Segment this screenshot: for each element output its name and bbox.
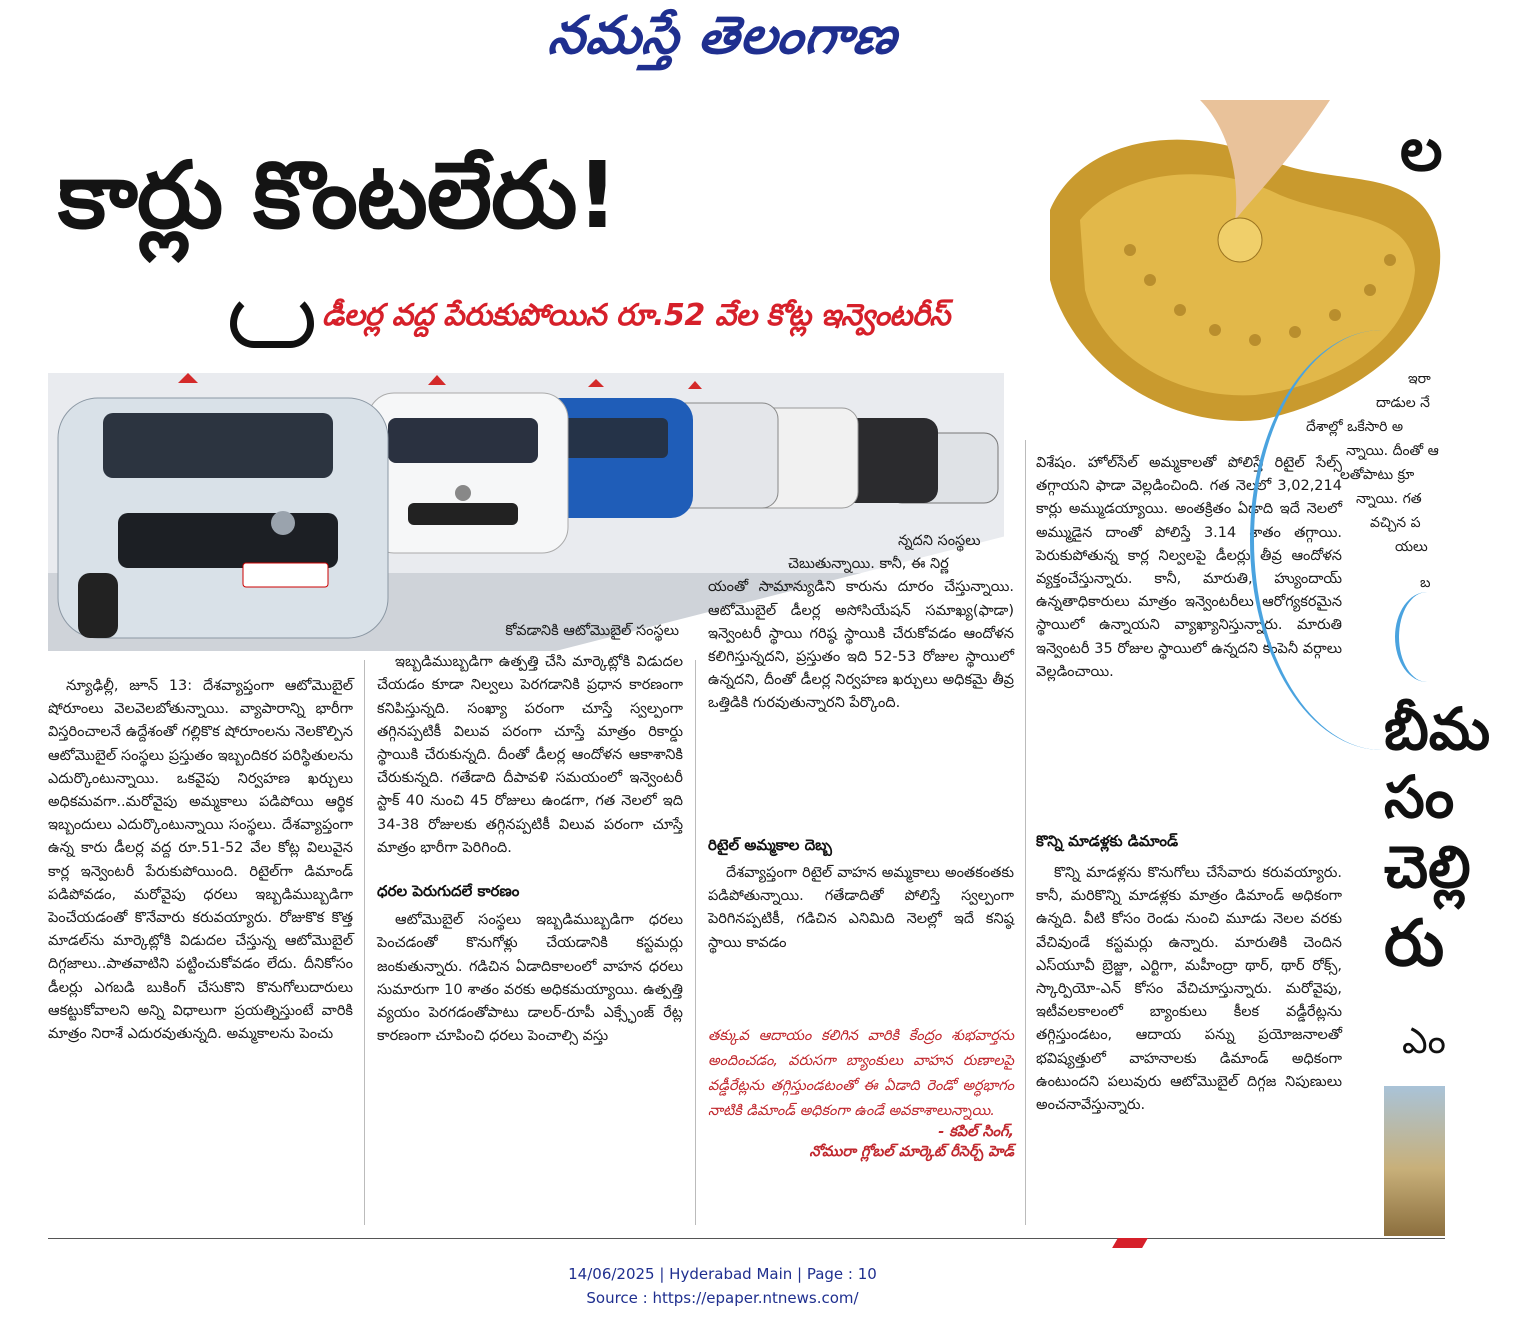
article-paragraph: న్యూఢిల్లీ, జూన్ 13: దేశవ్యాప్తంగా ఆటోమొబైల్ షోరూంలు వెలవెలబోతున్నాయి. వ్యాపారాన్ని భారీగా విస్తరించాలనే ఉద్దేశంతో గల్లికొక షోరూంలను నెలకొల్పిన ఆటోమొబైల్ సంస్థలు ప్రస్తుతం ఇబ్బందికర పరిస్థితులను ఎదుర్కొంటున్నాయి. ఒకవైపు నిర్వహణ ఖర్చులు అధికమవగా..మరోవైపు అమ్మకాలు పడిపోయి ఆర్థిక ఇబ్బందులు ఎదుర్కొంటున్నాయి సంస్థలు. దేశవ్యాప్తంగా ఉన్న కారు డీలర్ల వద్ద రూ.51-52 వేల కోట్ల విలువైన కార్ల ఇన్వెంటరీ పేరుకుపోయింది. రిటైల్‌గా డిమాండ్ పడిపోవడం, మరోవైపు ధరలు ఇబ్బడిముబ్బడిగా పెంచేయడంతో కొనేవారు కరువయ్యారు. రోజుకొక కొత్త మాడల్‌ను మార్కెట్లోకి విడుదల చేస్తున్న ఆటోమొబైల్ దిగ్గజాలు..పాతవాటిని పట్టించుకోవడం లేదు. దీనికోసం డీలర్లు ఎగబడి బుకింగ్ చేసుకొని కొనుగోలుదారులు ఆకట్టుకోవాలని అన్ని విధాలుగా ప్రయత్నిస్తుంటే వారికి మాత్రం నిరాశే ఎదురవుతున్నది. అమ్మకాలను పెంచు xyxy=(48,678,353,1043)
article-lead-text: చెబుతున్నాయి. కానీ, ఈ నిర్ణ xyxy=(788,556,949,573)
page-footer xyxy=(0,1262,1445,1310)
right-big-text: బీమ xyxy=(1384,695,1491,763)
footer-edition-info: 14/06/2025 | Hyderabad Main | Page : 10 xyxy=(568,1265,877,1283)
article-column-2 xyxy=(377,620,683,1227)
newspaper-logo: నమస్తే తెలంగాణ xyxy=(545,6,901,66)
article-subheadline: డీలర్ల వద్ద పేరుకుపోయిన రూ.52 వేల కోట్ల ఇన్వెంటరీస్ xyxy=(322,298,950,333)
right-text-line: బ xyxy=(1420,575,1431,591)
red-accent xyxy=(1112,1238,1148,1248)
right-headline-fragment: ల xyxy=(1400,115,1443,185)
headline-flourish xyxy=(230,292,314,348)
column-divider xyxy=(1025,440,1026,1225)
right-text-line: యలు xyxy=(1395,539,1428,555)
quote-author: - కపిల్ సింగ్, xyxy=(938,1124,1014,1140)
right-big-text: సం xyxy=(1384,763,1455,831)
article-paragraph: ఆటోమొబైల్ సంస్థలు ఇబ్బడిముబ్బడిగా ధరలు పెంచడంతో కొనుగోళ్లు చేయడానికి కస్టమర్లు జంకుతున్నారు. గడిచిన ఏడాదికాలంలో వాహన ధరలు సుమారుగా 10 శాతం వరకు అధికమయ్యాయి. ఉత్పత్తి వ్యయం పెరగడంతోపాటు డాలర్-రూపీ ఎక్స్ఛేంజ్ రేట్ల కారణంగా చూపించి ధరలు పెంచాల్సి వస్తు xyxy=(377,912,683,1045)
right-text-line: లతోపాటు క్రూ xyxy=(1340,467,1415,483)
right-text-line: వచ్చిన ప xyxy=(1370,515,1421,531)
right-big-text: రు xyxy=(1384,907,1445,981)
page-bottom-rule xyxy=(48,1238,1445,1239)
right-text-line: న్నాయి. గత xyxy=(1356,491,1422,507)
article-paragraph: యంతో సామాన్యుడిని కారును దూరం చేస్తున్నాయి. ఆటోమొబైల్ డీలర్ల అసోసియేషన్ సమాఖ్య(ఫాడా) ఇన్వెంటరీ స్థాయి గరిష్ఠ స్థాయికి చేరుకోవడం ఆందోళన కలిగిస్తున్నదని, ప్రస్తుతం ఇది 52-53 రోజుల స్థాయిలో ఉన్నదని, దీంతో డీలర్ల నిర్వహణ ఖర్చులు అధికమై తీవ్ర ఒత్తిడికి గురవుతున్నారని పేర్కొంది. xyxy=(708,579,1014,712)
right-text-line: దేశాల్లో ఒకేసారి అ xyxy=(1306,419,1404,435)
article-paragraph: కొన్ని మాడళ్లను కొనుగోలు చేసేవారు కరువయ్యారు. కానీ, మరికొన్ని మాడళ్లకు మాత్రం డిమాండ్ అధికంగా ఉన్నది. వీటి కోసం రెండు నుంచి మూడు నెలల వరకు వేచివుండే కస్టమర్లు ఉన్నారు. మారుతికి చెందిన ఎస్‌యూవీ బ్రెజ్జా, ఎర్టిగా, మహీంద్రా థార్, థార్ రోక్స్, స్కార్పియో-ఎన్ కోసం వేచిచూస్తున్నారు. మరోవైపు, ఇటీవలకాలంలో బ్యాంకులు కీలక వడ్డీరేట్లను తగ్గిస్తుండటం, ఆదాయ పన్ను ప్రయోజనాలతో భవిష్యత్తులో వాహనాలకు డిమాండ్ అధికంగా ఉంటుందని పలువురు ఆటోమొబైల్ దిగ్గజ నిపుణులు అంచనావేస్తున్నారు. xyxy=(1036,865,1342,1114)
article-column-3 xyxy=(708,530,1014,850)
right-text-line: దాడుల నే xyxy=(1376,395,1430,411)
article-paragraph: దేశవ్యాప్తంగా రిటైల్ వాహన అమ్మకాలు అంతకంతకు పడిపోతున్నాయి. గతేడాదితో పోలిస్తే స్వల్పంగా పెరిగినప్పటికీ, గడిచిన ఎనిమిది నెలల్లో ఇదే కనిష్ఠ స్థాయి కావడం xyxy=(708,865,1014,951)
article-lead-text: న్నదని సంస్థలు xyxy=(898,533,981,549)
article-headline: కార్లు కొంటలేరు! xyxy=(58,142,618,249)
column-divider xyxy=(364,660,365,1225)
quote-text: తక్కువ ఆదాయం కలిగిన వారికి కేంద్రం శుభవార్తను అందించడం, వరుసగా బ్యాంకులు వాహన రుణాలపై వడ్డీరేట్లను తగ్గిస్తుండటంతో ఈ ఏడాది రెండో అర్ధభాగం నాటికి డిమాండ్ అధికంగా ఉండే అవకాశాలున్నాయి. xyxy=(708,1028,1014,1119)
right-column-photo xyxy=(1384,1086,1445,1236)
column-divider xyxy=(695,660,696,1225)
article-paragraph: విశేషం. హోల్‌సేల్ అమ్మకాలతో పోలిస్తే రిటైల్ సేల్స్ తగ్గాయని ఫాడా వెల్లడించింది. గత నెలలో 3,02,214 కార్లు అమ్ముడయ్యాయి. అంతక్రితం ఏడాది ఇదే నెలలో అమ్ముడైన దాంతో పోలిస్తే 3.14 శాతం తగ్గాయి. పెరుకుపోతున్న కార్ల నిల్వలపై డీలర్లు తీవ్ర ఆందోళన వ్యక్తంచేస్తున్నారు. కానీ, మారుతి, హ్యుందాయ్ ఉన్నతాధికారులు మాత్రం ఇన్వెంటరీలు ఆరోగ్యకరమైన స్థాయిలో ఉన్నాయని వ్యాఖ్యానిస్తున్నారు. మారుతి ఇన్వెంటరీ 35 రోజుల స్థాయిలో ఉన్నదని కంపెనీ వర్గాలు వెల్లడించాయి. xyxy=(1036,455,1342,680)
article-column-1 xyxy=(48,675,353,1227)
section-subtitle: ధరల పెరుగుదలే కారణం xyxy=(377,882,520,901)
footer-source: Source : https://epaper.ntnews.com/ xyxy=(586,1289,859,1307)
decorative-arc xyxy=(1395,592,1459,682)
quote-role: నోమురా గ్లోబల్ మార్కెట్ రీసెర్చ్ హెడ్ xyxy=(809,1144,1014,1160)
right-small-fragment: ఎం xyxy=(1402,1021,1446,1062)
article-column-4-cont xyxy=(1036,862,1342,1224)
right-text-line: న్నాయి. దీంతో ఆ xyxy=(1346,443,1439,459)
pull-quote xyxy=(708,1024,1014,1214)
article-column-3-cont xyxy=(708,862,1014,982)
section-subtitle: రిటైల్ అమ్మకాల దెబ్బ xyxy=(708,836,832,854)
right-big-text: చెల్లి xyxy=(1384,833,1471,901)
article-lead-text: కోవడానికి ఆటోమొబైల్ సంస్థలు xyxy=(505,623,679,639)
section-subtitle: కొన్ని మాడళ్లకు డిమాండ్ xyxy=(1036,832,1179,850)
article-paragraph: ఇబ్బడిముబ్బడిగా ఉత్పత్తి చేసి మార్కెట్లోకి విడుదల చేయడం కూడా నిల్వలు పెరగడానికి ప్రధాన కారణంగా కనిపిస్తున్నది. సంఖ్యా పరంగా చూస్తే స్వల్పంగా తగ్గినప్పటికీ విలువ పరంగా చూస్తే మాత్రం రికార్డు స్థాయికి చేరుకున్నది. దీంతో డీలర్ల ఆందోళన ఆకాశానికి చేరుకున్నది. గతేడాది దీపావళి సమయంలో ఇన్వెంటరీ స్టాక్ 40 నుంచి 45 రోజులు ఉండగా, గత నెలలో ఇది 34-38 రోజులకు తగ్గినప్పటికీ విలువ పరంగా చూస్తే మాత్రం భారీగా పెరిగింది. xyxy=(377,654,683,856)
right-text-line: ఇరా xyxy=(1408,371,1431,387)
